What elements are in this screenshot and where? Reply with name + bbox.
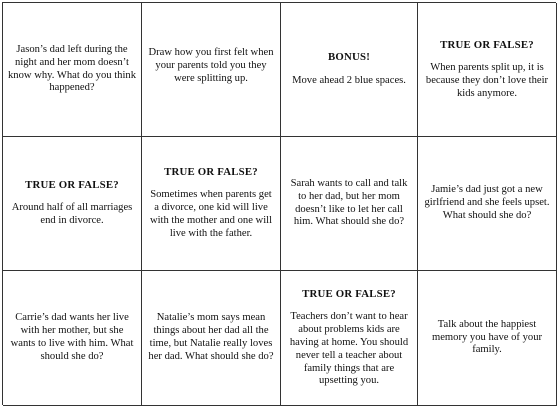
card-text: Jamie’s dad just got a new girlfriend and she feels upset. What should she do? [424, 184, 550, 221]
card-heading: TRUE OR FALSE? [25, 178, 119, 191]
card-heading: TRUE OR FALSE? [164, 166, 258, 179]
card-bonus [281, 3, 418, 137]
card-true-false-marriages [3, 137, 142, 271]
card-heading: BONUS! [328, 51, 370, 64]
card-text: Teachers don’t want to hear about problems kids are having at home. You should never tell a teacher about family things that are upsetting you. [289, 310, 409, 387]
card-text: When parents split up, it is because they don’t love their kids anymore. [425, 61, 549, 99]
card-text: Talk about the happiest memory you have of your family. [431, 318, 543, 356]
card-text: Carrie’s dad wants her live with her mother, but she wants to live with him. What should she do? [10, 312, 134, 362]
card-text: Around half of all marriages end in divorce. [11, 202, 133, 227]
card-text: Draw how you first felt when your parents told you they were splitting up. [148, 47, 274, 84]
card-natalie [142, 271, 281, 406]
card-text: Natalie’s mom says mean things about her dad all the time, but Natalie really loves her dad. What should she do? [148, 312, 274, 362]
card-true-false-teachers [281, 271, 418, 406]
card-jamie [418, 137, 557, 271]
card-grid [2, 2, 556, 405]
card-heading: TRUE OR FALSE? [440, 38, 534, 51]
card-true-false-living [142, 137, 281, 271]
card-happiest-memory [418, 271, 557, 406]
card-true-false-love [418, 3, 557, 137]
card-text: Sometimes when parents get a divorce, one kid will live with the mother and one will live with the father. [149, 189, 273, 239]
card-heading: TRUE OR FALSE? [302, 287, 396, 300]
card-text: Move ahead 2 blue spaces. [292, 74, 406, 86]
card-jason [3, 3, 142, 137]
card-text: Jason’s dad left during the night and her mom doesn’t know why. What do you think happened? [8, 43, 136, 94]
card-sarah [281, 137, 418, 271]
card-draw-feelings [142, 3, 281, 137]
card-carrie [3, 271, 142, 406]
card-text: Sarah wants to call and talk to her dad, but her mom doesn’t like to let her call him. What should she do? [290, 177, 408, 228]
